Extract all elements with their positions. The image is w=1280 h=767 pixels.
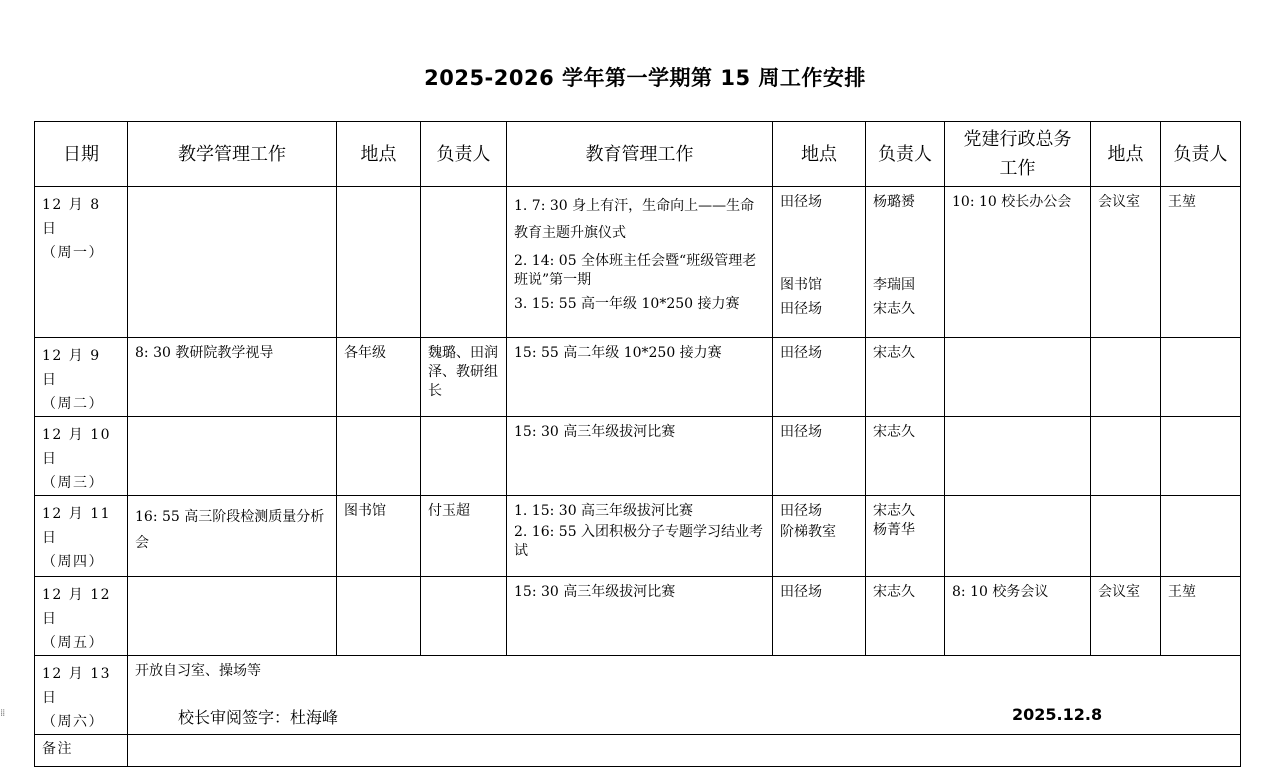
date-cell	[35, 187, 128, 338]
party-place-cell: 会议室	[1091, 577, 1161, 656]
education-item: 2. 16: 55 入团积极分子专题学习结业考试	[514, 524, 764, 559]
party-place-cell	[1091, 417, 1161, 496]
teaching-place-cell: 各年级	[337, 338, 421, 417]
teaching-work-cell	[128, 417, 337, 496]
education-place-cell	[773, 496, 866, 577]
teaching-person-cell	[421, 577, 507, 656]
date-text: 12 月 13 日	[42, 666, 112, 706]
education-person: 杨璐赟	[873, 194, 915, 210]
weekday-text: （周五）	[42, 635, 104, 651]
weekly-schedule-table	[34, 121, 1241, 767]
education-item: 3. 15: 55 高一年级 10*250 接力赛	[514, 296, 740, 312]
date-cell	[35, 656, 128, 735]
education-place: 田径场	[780, 194, 822, 210]
header-teaching-place: 地点	[337, 122, 421, 187]
education-work-cell	[507, 187, 773, 338]
party-person-cell	[1161, 338, 1241, 417]
teaching-work-cell	[128, 187, 337, 338]
teaching-person-cell: 付玉超	[421, 496, 507, 577]
remarks-content	[128, 735, 1241, 767]
education-person-cell: 宋志久	[866, 417, 945, 496]
remarks-label: 备注	[35, 735, 128, 767]
party-person-cell	[1161, 417, 1241, 496]
party-work-cell: 10: 10 校长办公会	[945, 187, 1091, 338]
party-work-cell	[945, 338, 1091, 417]
teaching-person-cell: 魏璐、田润泽、教研组长	[421, 338, 507, 417]
header-party-place: 地点	[1091, 122, 1161, 187]
education-person: 李瑞国	[873, 277, 915, 293]
education-person-cell: 宋志久	[866, 338, 945, 417]
education-item: 1. 7: 30 身上有汗，生命向上——生命教育主题升旗仪式	[514, 198, 755, 241]
page-title: 2025-2026 学年第一学期第 15 周工作安排	[424, 66, 866, 90]
teaching-place-cell	[337, 187, 421, 338]
table-row-remarks	[35, 735, 1241, 767]
party-place-cell	[1091, 338, 1161, 417]
education-place-cell	[773, 187, 866, 338]
header-row	[35, 122, 1241, 187]
party-person-cell: 王堃	[1161, 187, 1241, 338]
education-place: 田径场	[780, 503, 822, 519]
party-person-cell: 王堃	[1161, 577, 1241, 656]
weekday-text: （周二）	[42, 396, 104, 412]
weekday-text: （周四）	[42, 554, 104, 570]
principal-signature: 校长审阅签字：杜海峰	[178, 708, 339, 727]
header-party-work-line1: 党建行政总务	[963, 129, 1072, 150]
teaching-person-cell	[421, 187, 507, 338]
header-teaching-person: 负责人	[421, 122, 507, 187]
education-person: 杨菁华	[873, 522, 915, 538]
party-work-cell: 8: 10 校务会议	[945, 577, 1091, 656]
teaching-work-cell: 8: 30 教研院教学视导	[128, 338, 337, 417]
header-education-work: 教育管理工作	[507, 122, 773, 187]
merged-work-cell: 开放自习室、操场等	[128, 656, 1241, 735]
table-row-wednesday	[35, 417, 1241, 496]
header-party-person: 负责人	[1161, 122, 1241, 187]
education-person-cell	[866, 496, 945, 577]
education-work-cell: 15: 55 高二年级 10*250 接力赛	[507, 338, 773, 417]
header-date: 日期	[35, 122, 128, 187]
date-cell	[35, 338, 128, 417]
date-cell	[35, 417, 128, 496]
weekday-text: （周六）	[42, 714, 104, 730]
education-place: 田径场	[780, 301, 822, 317]
page-edge-marker: ⁞⁞	[0, 708, 5, 719]
date-text: 12 月 8 日	[42, 197, 101, 237]
date-text: 12 月 12 日	[42, 587, 112, 627]
weekday-text: （周三）	[42, 475, 104, 491]
party-work-cell	[945, 496, 1091, 577]
education-place: 图书馆	[780, 277, 822, 293]
education-place-cell: 田径场	[773, 417, 866, 496]
teaching-work-cell	[128, 577, 337, 656]
education-person-cell: 宋志久	[866, 577, 945, 656]
education-item: 2. 14: 05 全体班主任会暨“班级管理老班说”第一期	[514, 253, 757, 288]
header-teaching-work: 教学管理工作	[128, 122, 337, 187]
education-work-cell	[507, 496, 773, 577]
party-place-cell: 会议室	[1091, 187, 1161, 338]
date-cell	[35, 496, 128, 577]
date-cell	[35, 577, 128, 656]
date-text: 12 月 10 日	[42, 427, 112, 467]
date-text: 12 月 11 日	[42, 506, 112, 546]
education-place-cell: 田径场	[773, 577, 866, 656]
header-party-work	[945, 122, 1091, 187]
table-row-tuesday	[35, 338, 1241, 417]
education-work-cell: 15: 30 高三年级拔河比赛	[507, 417, 773, 496]
teaching-work-cell: 16: 55 高三阶段检测质量分析会	[128, 496, 337, 577]
teaching-place-cell	[337, 577, 421, 656]
table-row-thursday	[35, 496, 1241, 577]
header-education-person: 负责人	[866, 122, 945, 187]
education-place: 阶梯教室	[780, 524, 836, 540]
party-work-cell	[945, 417, 1091, 496]
header-party-work-line2: 工作	[999, 158, 1036, 179]
teaching-person-cell	[421, 417, 507, 496]
document-date: 2025.12.8	[1012, 705, 1103, 724]
education-person: 宋志久	[873, 301, 915, 317]
teaching-place-cell: 图书馆	[337, 496, 421, 577]
education-work-cell: 15: 30 高三年级拔河比赛	[507, 577, 773, 656]
table-row-friday	[35, 577, 1241, 656]
header-education-place: 地点	[773, 122, 866, 187]
teaching-place-cell	[337, 417, 421, 496]
weekday-text: （周一）	[42, 245, 104, 261]
education-place-cell: 田径场	[773, 338, 866, 417]
date-text: 12 月 9 日	[42, 348, 101, 388]
party-person-cell	[1161, 496, 1241, 577]
education-item: 1. 15: 30 高三年级拔河比赛	[514, 503, 694, 519]
party-place-cell	[1091, 496, 1161, 577]
education-person-cell	[866, 187, 945, 338]
table-row-monday	[35, 187, 1241, 338]
education-person: 宋志久	[873, 503, 915, 519]
